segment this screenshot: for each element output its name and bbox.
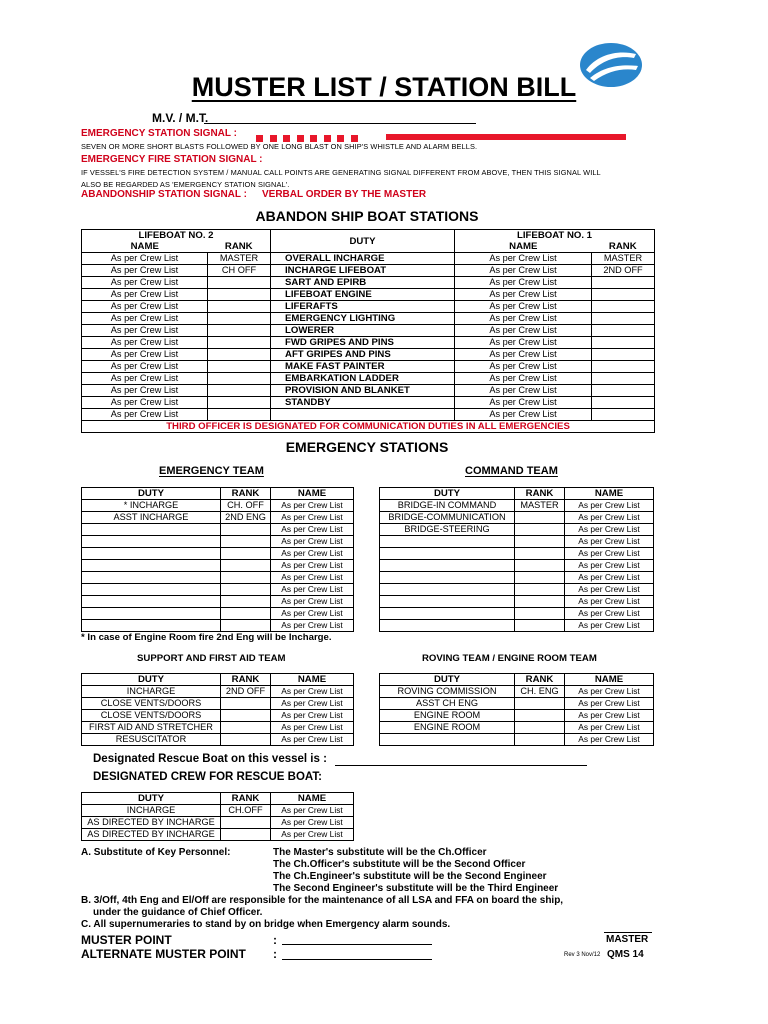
lb2-name-cell: As per Crew List [82,361,208,373]
rank-cell: CH.OFF [221,805,271,817]
substitute-line-1: The Master's substitute will be the Ch.Officer [273,847,487,858]
name-cell: As per Crew List [565,686,654,698]
rank-cell [221,710,271,722]
table-row [82,805,354,817]
lb2-name-cell: As per Crew List [82,253,208,265]
rescue-boat-line [335,765,587,766]
duty-cell: MAKE FAST PAINTER [271,361,455,373]
lb2-name-cell: As per Crew List [82,409,208,421]
fire-signal-label: EMERGENCY FIRE STATION SIGNAL : [81,154,263,165]
rank-cell [221,817,271,829]
table-row [82,536,354,548]
rank-header: RANK [221,793,271,805]
table-row [82,337,655,349]
name-cell: As per Crew List [271,536,354,548]
lb1-rank-header: RANK [592,241,655,253]
lb2-rank-cell [208,385,271,397]
table-header-row [82,488,354,500]
rank-cell [221,608,271,620]
abandon-ship-heading: ABANDON SHIP BOAT STATIONS [255,208,479,224]
table-row [82,524,354,536]
duty-cell [380,620,515,632]
name-cell: As per Crew List [271,596,354,608]
duty-cell [82,548,221,560]
table-row [82,421,655,433]
table-row [82,397,655,409]
name-header: NAME [565,674,654,686]
lb2-name-cell: As per Crew List [82,397,208,409]
emergency-signal-description: SEVEN OR MORE SHORT BLASTS FOLLOWED BY ONE LONG BLAST ON SHIP'S WHISTLE AND ALARM BELLS. [81,142,478,151]
roving-team-heading: ROVING TEAM / ENGINE ROOM TEAM [422,653,597,664]
substitute-line-4: The Second Engineer's substitute will be the Third Engineer [273,883,559,894]
rank-cell [221,734,271,746]
fire-signal-description-1: IF VESSEL'S FIRE DETECTION SYSTEM / MANUAL CALL POINTS ARE GENERATING SIGNAL DIFFERENT FROM ABOVE, THEN THIS SIGNAL WILL [81,168,601,177]
lb1-name-cell: As per Crew List [455,373,592,385]
lb2-name-cell: As per Crew List [82,313,208,325]
lb2-name-cell: As per Crew List [82,373,208,385]
duty-cell: LIFERAFTS [271,301,455,313]
rank-cell [221,620,271,632]
duty-cell [380,584,515,596]
vessel-name-line [204,123,476,124]
lb2-name-cell: As per Crew List [82,349,208,361]
table-row [380,500,654,512]
rank-cell [221,572,271,584]
duty-cell [380,596,515,608]
lb2-name-cell: As per Crew List [82,337,208,349]
duty-cell: LIFEBOAT ENGINE [271,289,455,301]
duty-header: DUTY [82,488,221,500]
lb2-name-cell: As per Crew List [82,265,208,277]
lb1-rank-cell [592,277,655,289]
duty-cell [380,548,515,560]
duty-cell: INCHARGE [82,686,221,698]
lb2-rank-cell [208,361,271,373]
rank-header: RANK [221,488,271,500]
table-row [82,325,655,337]
name-cell: As per Crew List [271,524,354,536]
lb1-rank-cell [592,313,655,325]
duty-cell: SART AND EPIRB [271,277,455,289]
duty-cell: AS DIRECTED BY INCHARGE [82,817,221,829]
table-row [380,524,654,536]
duty-cell: BRIDGE-STEERING [380,524,515,536]
lb2-name-header: NAME [82,241,208,253]
table-row [380,686,654,698]
table-header-row [82,674,354,686]
lb1-name-cell: As per Crew List [455,253,592,265]
lb1-rank-cell [592,361,655,373]
rank-cell [221,560,271,572]
rank-cell [221,722,271,734]
emergency-team-table [81,487,354,632]
rank-header: RANK [515,488,565,500]
duty-cell [82,620,221,632]
lb2-rank-cell: CH OFF [208,265,271,277]
rank-cell [221,524,271,536]
table-row [82,608,354,620]
duty-header: DUTY [271,230,455,253]
substitute-line-2: The Ch.Officer's substitute will be the Second Officer [273,859,526,870]
lb2-rank-cell: MASTER [208,253,271,265]
table-row [82,253,655,265]
supernumeraries-note: C. All supernumeraries to stand by on bridge when Emergency alarm sounds. [81,919,451,930]
name-header: NAME [271,488,354,500]
name-cell: As per Crew List [565,710,654,722]
command-team-heading: COMMAND TEAM [465,465,558,477]
duty-cell: * INCHARGE [82,500,221,512]
table-row [380,722,654,734]
name-cell: As per Crew List [565,584,654,596]
lb2-name-cell: As per Crew List [82,325,208,337]
name-cell: As per Crew List [565,500,654,512]
duty-cell [380,608,515,620]
communication-duty-note: THIRD OFFICER IS DESIGNATED FOR COMMUNICATION DUTIES IN ALL EMERGENCIES [82,421,655,433]
lb1-rank-cell [592,325,655,337]
table-row [82,620,354,632]
engine-room-fire-note: * In case of Engine Room fire 2nd Eng will be Incharge. [81,632,332,643]
rank-cell [221,584,271,596]
name-cell: As per Crew List [271,805,354,817]
lb1-name-cell: As per Crew List [455,277,592,289]
lb1-name-cell: As per Crew List [455,397,592,409]
duty-cell [380,734,515,746]
duty-cell: CLOSE VENTS/DOORS [82,698,221,710]
table-row [82,500,354,512]
abandon-ship-table [81,229,655,433]
table-row [380,536,654,548]
qms-number: QMS 14 [607,949,644,960]
table-row [82,584,354,596]
master-signature-line [604,932,652,933]
lb1-rank-cell: MASTER [592,253,655,265]
name-cell: As per Crew List [271,500,354,512]
table-row [380,572,654,584]
substitute-label: A. Substitute of Key Personnel: [81,847,231,858]
name-cell: As per Crew List [271,722,354,734]
lb1-name-cell: As per Crew List [455,265,592,277]
lifeboat1-header: LIFEBOAT NO. 1 [455,230,655,242]
lb1-name-cell: As per Crew List [455,361,592,373]
rank-cell [221,829,271,841]
lb1-name-header: NAME [455,241,592,253]
rank-cell [221,698,271,710]
lb1-rank-cell: 2ND OFF [592,265,655,277]
rank-cell [221,536,271,548]
lb1-name-cell: As per Crew List [455,325,592,337]
name-cell: As per Crew List [565,620,654,632]
duty-cell: AS DIRECTED BY INCHARGE [82,829,221,841]
rescue-crew-table [81,792,354,841]
duty-cell [82,596,221,608]
rank-cell [515,512,565,524]
lb2-rank-cell [208,277,271,289]
rank-cell [221,596,271,608]
alt-muster-point-colon: : [273,947,277,961]
name-cell: As per Crew List [565,560,654,572]
table-row [82,698,354,710]
rank-cell: CH. OFF [221,500,271,512]
table-row [82,829,354,841]
lifeboat2-header: LIFEBOAT NO. 2 [82,230,271,242]
name-cell: As per Crew List [271,548,354,560]
table-row [82,385,655,397]
duty-cell [82,584,221,596]
table-row [82,301,655,313]
duty-cell: ENGINE ROOM [380,710,515,722]
lb1-name-cell: As per Crew List [455,289,592,301]
name-cell: As per Crew List [271,608,354,620]
rank-cell [515,710,565,722]
table-row [82,596,354,608]
duty-cell [380,572,515,584]
emergency-stations-heading: EMERGENCY STATIONS [285,439,449,455]
table-row [82,277,655,289]
table-row [380,548,654,560]
table-row [82,265,655,277]
rank-cell [515,620,565,632]
vessel-label: M.V. / M.T. [152,111,209,125]
table-row [82,512,354,524]
table-row [380,512,654,524]
duty-cell: FWD GRIPES AND PINS [271,337,455,349]
table-row [82,313,655,325]
support-team-table [81,673,354,746]
lb2-rank-cell [208,337,271,349]
duty-cell: BRIDGE-IN COMMAND [380,500,515,512]
duty-header: DUTY [82,793,221,805]
lb2-rank-cell [208,409,271,421]
duty-cell: CLOSE VENTS/DOORS [82,710,221,722]
table-header-row [82,793,354,805]
duty-cell: INCHARGE [82,805,221,817]
lb2-name-cell: As per Crew List [82,277,208,289]
maintenance-note-2: under the guidance of Chief Officer. [93,907,263,918]
duty-cell: ROVING COMMISSION [380,686,515,698]
name-cell: As per Crew List [271,698,354,710]
rank-cell: MASTER [515,500,565,512]
duty-header: DUTY [380,674,515,686]
duty-cell: ASST CH ENG [380,698,515,710]
rank-cell [515,560,565,572]
rank-cell: CH. ENG [515,686,565,698]
lb2-rank-cell [208,373,271,385]
lb2-rank-cell [208,289,271,301]
name-cell: As per Crew List [271,572,354,584]
muster-point-label: MUSTER POINT [81,933,172,947]
table-row [82,373,655,385]
rank-cell [515,548,565,560]
lb1-rank-cell [592,289,655,301]
name-cell: As per Crew List [565,722,654,734]
support-team-heading: SUPPORT AND FIRST AID TEAM [137,653,286,664]
name-cell: As per Crew List [271,829,354,841]
table-row [380,608,654,620]
duty-cell [380,560,515,572]
name-cell: As per Crew List [271,817,354,829]
duty-cell [82,524,221,536]
lb1-name-cell: As per Crew List [455,313,592,325]
name-cell: As per Crew List [565,536,654,548]
master-signature-label: MASTER [606,934,649,945]
alt-muster-point-line [282,959,432,960]
duty-cell: PROVISION AND BLANKET [271,385,455,397]
roving-team-table [379,673,654,746]
name-cell: As per Crew List [565,572,654,584]
lb2-rank-cell [208,313,271,325]
table-row [380,620,654,632]
name-cell: As per Crew List [271,734,354,746]
table-row [82,409,655,421]
name-cell: As per Crew List [271,686,354,698]
lb2-name-cell: As per Crew List [82,301,208,313]
lb1-rank-cell [592,409,655,421]
rank-cell [515,584,565,596]
long-blast-marker [386,134,626,140]
name-cell: As per Crew List [271,620,354,632]
table-header-row [380,674,654,686]
duty-cell: STANDBY [271,397,455,409]
name-cell: As per Crew List [565,512,654,524]
rank-cell [221,548,271,560]
lb2-name-cell: As per Crew List [82,289,208,301]
name-cell: As per Crew List [271,584,354,596]
lb1-name-cell: As per Crew List [455,301,592,313]
lb1-name-cell: As per Crew List [455,349,592,361]
lb1-rank-cell [592,301,655,313]
duty-cell [82,560,221,572]
emergency-team-heading: EMERGENCY TEAM [159,465,264,477]
table-row [380,596,654,608]
duty-cell: EMERGENCY LIGHTING [271,313,455,325]
duty-cell [82,572,221,584]
rank-cell [515,536,565,548]
table-row [380,698,654,710]
muster-point-line [282,944,432,945]
substitute-line-3: The Ch.Engineer's substitute will be the Second Engineer [273,871,547,882]
table-header-row [380,488,654,500]
lb2-rank-cell [208,301,271,313]
table-row [380,734,654,746]
table-row [82,686,354,698]
duty-header: DUTY [82,674,221,686]
maintenance-note-1: B. 3/Off, 4th Eng and El/Off are responsible for the maintenance of all LSA and FFA on board the ship, [81,895,564,906]
duty-cell: RESUSCITATOR [82,734,221,746]
duty-cell: ASST INCHARGE [82,512,221,524]
rank-cell [515,734,565,746]
table-row [82,349,655,361]
lb1-rank-cell [592,373,655,385]
lb1-name-cell: As per Crew List [455,385,592,397]
lb1-name-cell: As per Crew List [455,409,592,421]
table-row [82,734,354,746]
fire-signal-description-2: ALSO BE REGARDED AS 'EMERGENCY STATION SIGNAL'. [81,180,290,189]
name-cell: As per Crew List [271,560,354,572]
name-cell: As per Crew List [565,734,654,746]
rank-cell [515,698,565,710]
name-header: NAME [271,674,354,686]
rank-cell: 2ND ENG [221,512,271,524]
duty-cell: AFT GRIPES AND PINS [271,349,455,361]
lb2-rank-cell [208,325,271,337]
name-cell: As per Crew List [271,710,354,722]
table-row [82,722,354,734]
name-cell: As per Crew List [565,608,654,620]
lb1-rank-cell [592,397,655,409]
duty-cell: BRIDGE-COMMUNICATION [380,512,515,524]
duty-header: DUTY [380,488,515,500]
lb2-rank-header: RANK [208,241,271,253]
rank-cell [515,608,565,620]
rank-cell: 2ND OFF [221,686,271,698]
table-row [82,817,354,829]
abandon-signal-value: VERBAL ORDER BY THE MASTER [262,189,427,200]
duty-cell: INCHARGE LIFEBOAT [271,265,455,277]
table-row [82,361,655,373]
lb2-rank-cell [208,349,271,361]
table-row [82,289,655,301]
rescue-boat-label: Designated Rescue Boat on this vessel is : [93,753,327,765]
page-title: MUSTER LIST / STATION BILL [191,72,577,102]
duty-cell: EMBARKATION LADDER [271,373,455,385]
revision-label: Rev 3 Nov/12 [564,952,601,958]
table-row [380,584,654,596]
rank-header: RANK [515,674,565,686]
table-row [380,710,654,722]
duty-cell: LOWERER [271,325,455,337]
lb1-rank-cell [592,349,655,361]
lb2-name-cell: As per Crew List [82,385,208,397]
lb2-rank-cell [208,397,271,409]
name-cell: As per Crew List [565,698,654,710]
muster-point-colon: : [273,933,277,947]
duty-cell [82,536,221,548]
rank-header: RANK [221,674,271,686]
rank-cell [515,722,565,734]
command-team-table [379,487,654,632]
name-cell: As per Crew List [565,596,654,608]
table-row [82,710,354,722]
duty-cell [82,608,221,620]
abandon-signal-label: ABANDONSHIP STATION SIGNAL : [81,189,247,200]
name-header: NAME [565,488,654,500]
duty-cell [271,409,455,421]
rank-cell [515,524,565,536]
name-header: NAME [271,793,354,805]
rescue-crew-heading: DESIGNATED CREW FOR RESCUE BOAT: [93,771,322,783]
alt-muster-point-label: ALTERNATE MUSTER POINT [81,947,246,961]
duty-cell [380,536,515,548]
table-row [82,572,354,584]
name-cell: As per Crew List [271,512,354,524]
table-row [82,548,354,560]
duty-cell: ENGINE ROOM [380,722,515,734]
rank-cell [515,572,565,584]
emergency-signal-label: EMERGENCY STATION SIGNAL : [81,128,237,139]
lb1-rank-cell [592,385,655,397]
lb1-name-cell: As per Crew List [455,337,592,349]
duty-cell: FIRST AID AND STRETCHER [82,722,221,734]
lb1-rank-cell [592,337,655,349]
table-row [380,560,654,572]
name-cell: As per Crew List [565,548,654,560]
name-cell: As per Crew List [565,524,654,536]
rank-cell [515,596,565,608]
duty-cell: OVERALL INCHARGE [271,253,455,265]
table-row [82,560,354,572]
